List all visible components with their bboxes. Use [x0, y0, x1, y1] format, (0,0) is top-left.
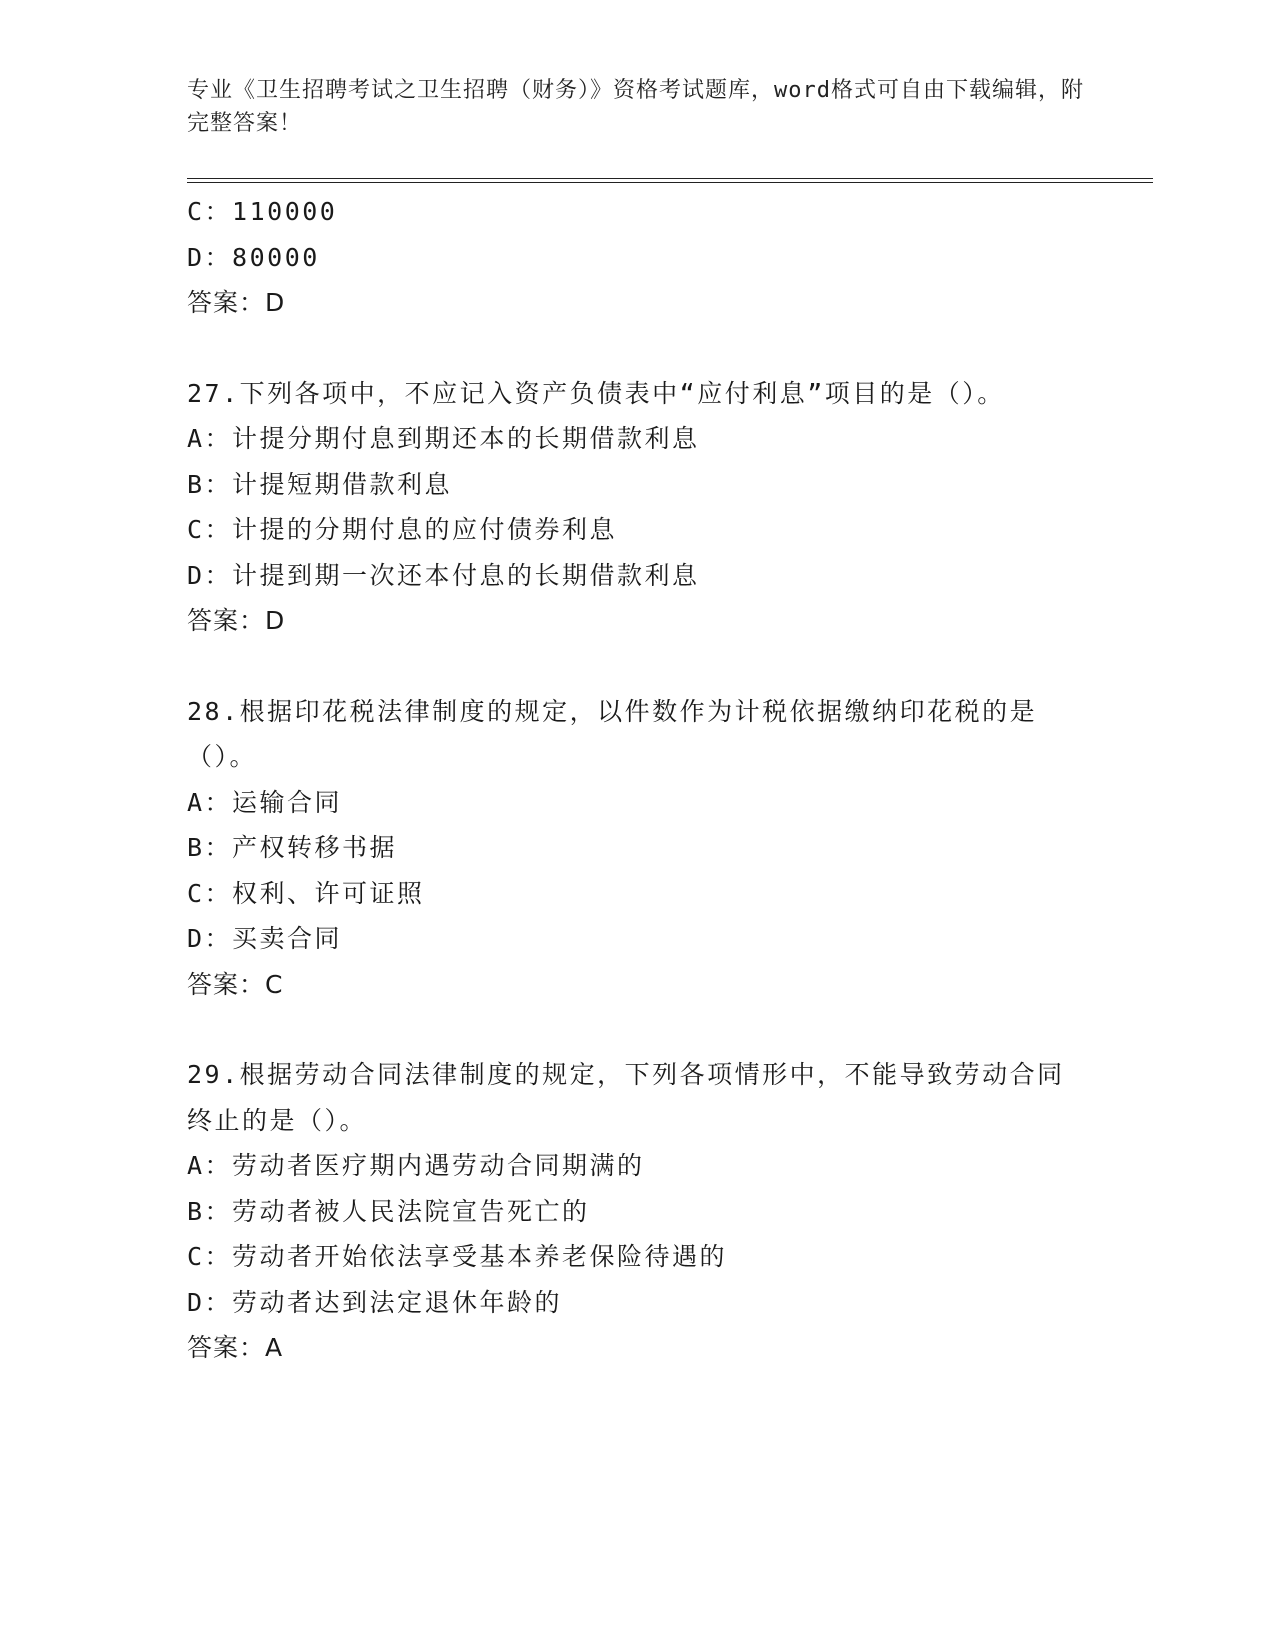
question-29: [187, 1052, 1087, 1371]
option-b: B：产权转移书据: [187, 833, 398, 862]
question-stem: 29.根据劳动合同法律制度的规定，下列各项情形中，不能导致劳动合同终止的是（）。: [187, 1060, 1065, 1135]
answer-line: 答案：C: [187, 969, 284, 999]
option-d: D：劳动者达到法定退休年龄的: [187, 1287, 563, 1317]
option-d: D：计提到期一次还本付息的长期借款利息: [187, 560, 700, 590]
option-c: C：劳动者开始依法享受基本养老保险待遇的: [187, 1242, 728, 1271]
option-c: C：计提的分期付息的应付债券利息: [187, 515, 618, 544]
option-d: D：买卖合同: [187, 924, 343, 953]
option-a: A：运输合同: [187, 787, 343, 817]
answer-line: 答案：D: [187, 606, 286, 635]
question-27: [187, 371, 1087, 644]
spacer: [187, 644, 1087, 689]
header-rule-bottom: [187, 182, 1153, 183]
header-rule-top: [187, 178, 1153, 179]
option-a: A：劳动者医疗期内遇劳动合同期满的: [187, 1151, 645, 1180]
prev-question: [187, 189, 1087, 326]
question-28: [187, 689, 1087, 1008]
page-header: 专业《卫生招聘考试之卫生招聘（财务）》资格考试题库，word格式可自由下载编辑，附完整答案！: [187, 78, 1084, 136]
question-stem: 28.根据印花税法律制度的规定，以件数作为计税依据缴纳印花税的是（）。: [187, 696, 1038, 771]
option-d: D：80000: [187, 242, 320, 272]
option-c: C：110000: [187, 197, 338, 226]
option-c: C：权利、许可证照: [187, 878, 425, 908]
question-content: [187, 189, 1087, 1371]
answer-line: 答案：A: [187, 1333, 284, 1362]
spacer: [187, 1007, 1087, 1052]
option-b: B：劳动者被人民法院宣告死亡的: [187, 1196, 590, 1226]
option-a: A：计提分期付息到期还本的长期借款利息: [187, 424, 700, 453]
question-stem: 27.下列各项中，不应记入资产负债表中“应付利息”项目的是（）。: [187, 378, 1005, 408]
spacer: [187, 326, 1087, 371]
option-b: B：计提短期借款利息: [187, 469, 453, 499]
answer-line: 答案：D: [187, 288, 286, 317]
